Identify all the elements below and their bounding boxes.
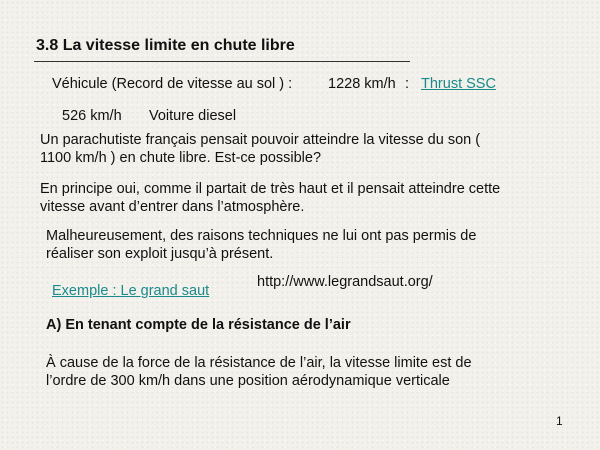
thrust-ssc-link[interactable]: Thrust SSC (421, 76, 496, 92)
page-number: 1 (556, 414, 563, 428)
vehicle-record-label: Véhicule (Record de vitesse au sol ) : (52, 76, 293, 92)
title-underline (34, 61, 410, 62)
unfortunately-paragraph: Malheureusement, des raisons techniques ne lui ont pas permis de réaliser son exploit jusqu’à présent. (46, 228, 477, 262)
example-grand-saut-link[interactable]: Exemple : Le grand saut (52, 283, 210, 299)
vehicle-record-colon: : (405, 76, 410, 92)
answer-paragraph: En principe oui, comme il partait de très haut et il pensait atteindre cette vitesse avant d’entrer dans l’atmosphère. (40, 181, 501, 215)
diesel-label: Voiture diesel (149, 108, 237, 124)
legrandsaut-url: http://www.legrandsaut.org/ (257, 274, 433, 290)
slide-title: 3.8 La vitesse limite en chute libre (36, 37, 295, 54)
diesel-speed: 526 km/h (62, 108, 122, 124)
question-paragraph: Un parachutiste français pensait pouvoir atteindre la vitesse du son ( 1100 km/h ) en chute libre. Est-ce possible? (40, 132, 481, 166)
section-a-heading: A) En tenant compte de la résistance de l’air (46, 317, 351, 333)
vehicle-record-speed: 1228 km/h (328, 76, 396, 92)
resistance-paragraph: À cause de la force de la résistance de l’air, la vitesse limite est de l’ordre de 300 km/h dans une position aérodynamique verticale (46, 355, 472, 389)
